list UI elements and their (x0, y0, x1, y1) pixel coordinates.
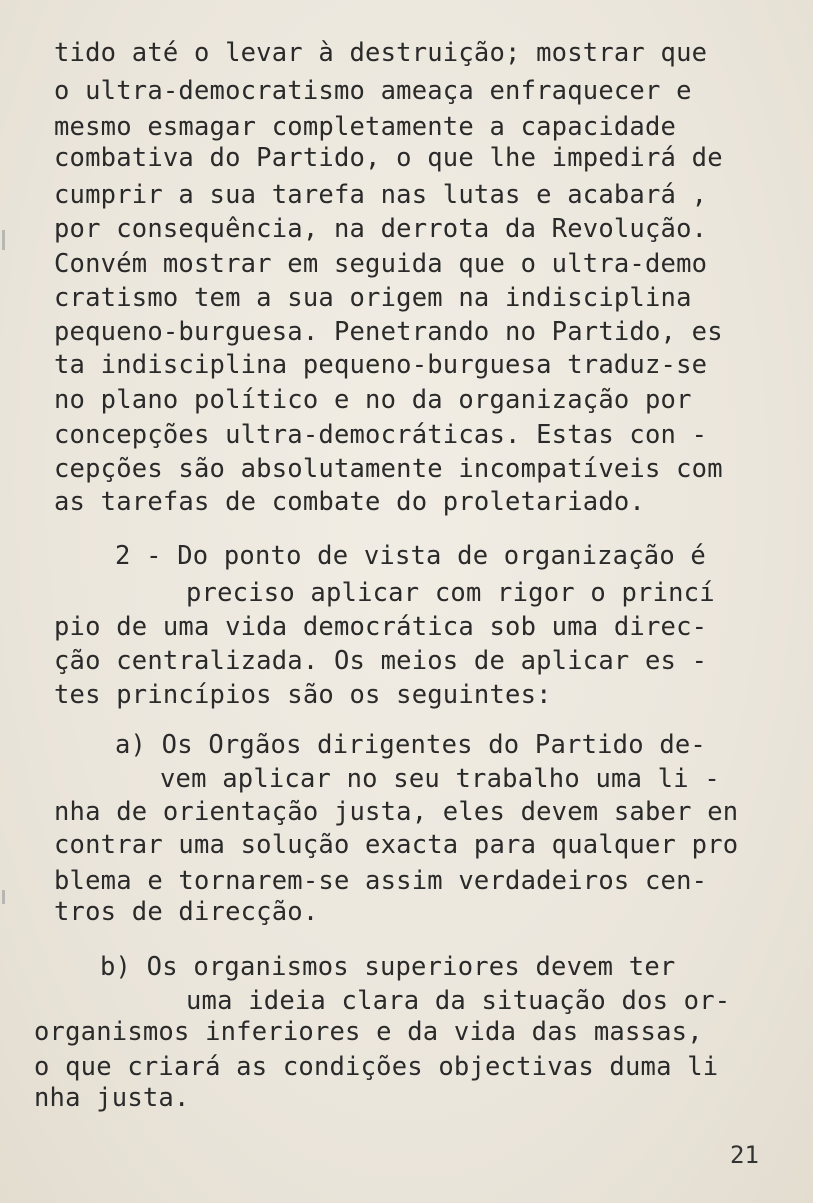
text-line: organismos inferiores e da vida das massas, (34, 1017, 703, 1047)
text-line: combativa do Partido, o que lhe impedirá de (54, 143, 723, 173)
text-line: vem aplicar no seu trabalho uma li - (160, 764, 720, 794)
text-line: b) Os organismos superiores devem ter (100, 952, 676, 982)
text-line: ção centralizada. Os meios de aplicar es - (54, 646, 708, 676)
text-line: as tarefas de combate do proletariado. (54, 487, 645, 517)
text-line: tros de direcção. (54, 897, 319, 927)
text-line: contrar uma solução exacta para qualquer pro (54, 830, 739, 860)
text-line: nha de orientação justa, eles devem saber en (54, 797, 739, 827)
text-line: o que criará as condições objectivas duma li (34, 1052, 719, 1082)
text-line: mesmo esmagar completamente a capacidade (54, 112, 677, 142)
text-line: cratismo tem a sua origem na indisciplina (54, 283, 692, 313)
text-line: nha justa. (34, 1083, 190, 1113)
text-line: pequeno-burguesa. Penetrando no Partido, es (54, 317, 723, 347)
text-line: preciso aplicar com rigor o princí (186, 578, 715, 608)
text-line: ta indisciplina pequeno-burguesa traduz-se (54, 350, 708, 380)
scan-edge-mark (2, 890, 5, 904)
text-line: pio de uma vida democrática sob uma direc- (54, 612, 708, 642)
text-line: cepções são absolutamente incompatíveis com (54, 454, 723, 484)
page-number: 21 (730, 1141, 759, 1169)
text-line: tido até o levar à destruição; mostrar que (54, 38, 708, 68)
text-line: 2 - Do ponto de vista de organização é (115, 541, 706, 571)
text-line: o ultra-democratismo ameaça enfraquecer e (54, 76, 692, 106)
text-line: uma ideia clara da situação dos or- (186, 986, 731, 1016)
text-line: concepções ultra-democráticas. Estas con - (54, 420, 708, 450)
scan-edge-mark (2, 230, 5, 250)
text-line: por consequência, na derrota da Revolução. (54, 214, 708, 244)
text-line: Convém mostrar em seguida que o ultra-demo (54, 249, 708, 279)
text-line: no plano político e no da organização por (54, 385, 692, 415)
text-line: tes princípios são os seguintes: (54, 680, 552, 710)
text-line: blema e tornarem-se assim verdadeiros cen- (54, 866, 708, 896)
text-line: cumprir a sua tarefa nas lutas e acabará , (54, 180, 708, 210)
text-line: a) Os Orgãos dirigentes do Partido de- (115, 730, 706, 760)
